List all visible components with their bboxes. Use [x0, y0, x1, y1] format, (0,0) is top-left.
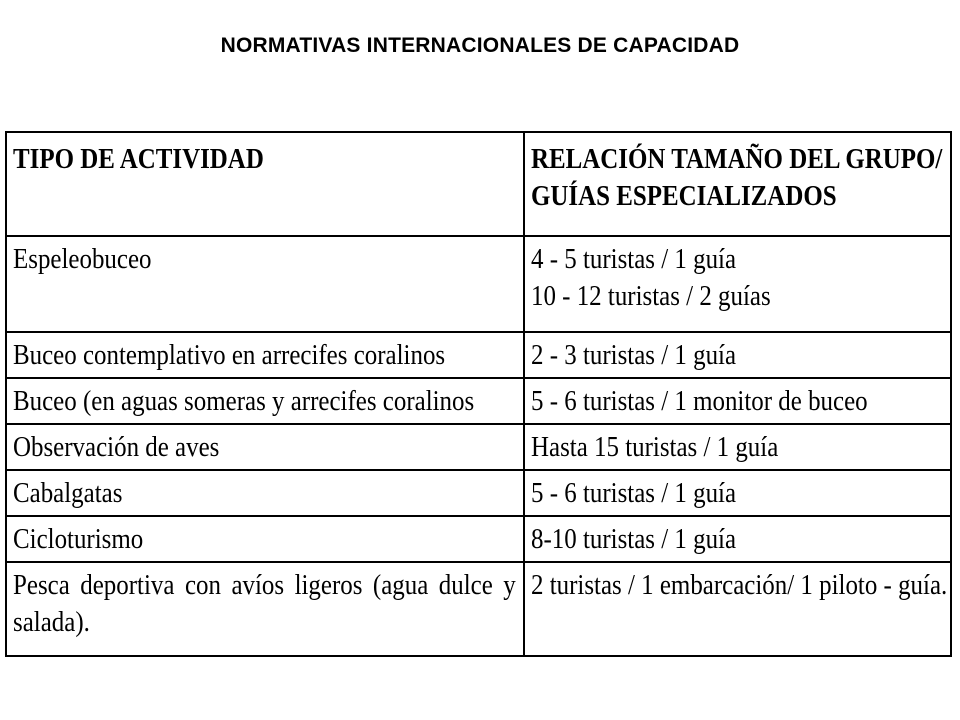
ratio-cell: 8-10 turistas / 1 guía	[524, 516, 951, 562]
activity-cell: Pesca deportiva con avíos ligeros (agua dulce y salada).	[6, 562, 524, 656]
header-ratio-line1: RELACIÓN TAMAÑO DEL GRUPO/	[531, 143, 943, 175]
activity-cell: Observación de aves	[6, 424, 524, 470]
table-row	[6, 378, 951, 424]
table-row	[6, 424, 951, 470]
table-row	[6, 236, 951, 332]
activity-cell: Espeleobuceo	[6, 236, 524, 332]
activity-cell: Cicloturismo	[6, 516, 524, 562]
ratio-cell: 5 - 6 turistas / 1 guía	[524, 470, 951, 516]
table-header-row	[6, 132, 951, 236]
ratio-cell: Hasta 15 turistas / 1 guía	[524, 424, 951, 470]
page-title: NORMATIVAS INTERNACIONALES DE CAPACIDAD	[220, 34, 740, 57]
ratio-cell: 4 - 5 turistas / 1 guía 10 - 12 turistas / 2 guías	[524, 236, 951, 332]
header-ratio-line2: GUÍAS ESPECIALIZADOS	[531, 180, 837, 212]
ratio-cell: 2 - 3 turistas / 1 guía	[524, 332, 951, 378]
activity-cell: Buceo (en aguas someras y arrecifes coralinos	[6, 378, 524, 424]
table-row	[6, 516, 951, 562]
table-row	[6, 470, 951, 516]
capacity-table-container	[5, 131, 950, 657]
table-row	[6, 562, 951, 656]
capacity-table	[5, 131, 952, 657]
activity-cell: Cabalgatas	[6, 470, 524, 516]
header-activity: TIPO DE ACTIVIDAD	[6, 132, 524, 236]
table-row	[6, 332, 951, 378]
header-ratio	[524, 132, 951, 236]
activity-cell: Buceo contemplativo en arrecifes coralinos	[6, 332, 524, 378]
ratio-cell: 2 turistas / 1 embarcación/ 1 piloto - guía.	[524, 562, 951, 656]
ratio-cell: 5 - 6 turistas / 1 monitor de buceo	[524, 378, 951, 424]
